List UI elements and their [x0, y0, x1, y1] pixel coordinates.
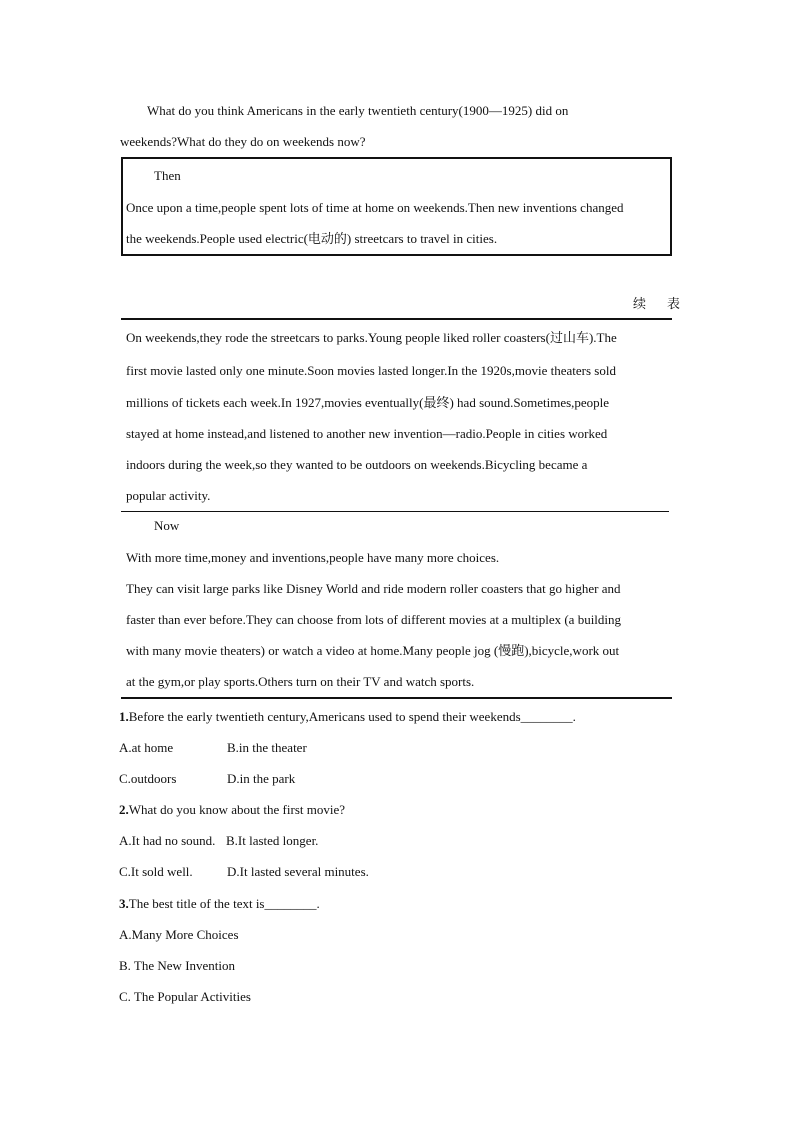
option-1a: A.at home [119, 740, 174, 755]
option-2c: C.It sold well. [119, 864, 193, 879]
then-line-2: the weekends.People used electric(电动的) streetcars to travel in cities. [126, 231, 498, 246]
intro-line-1: What do you think Americans in the early twentieth century(1900—1925) did on [147, 103, 569, 118]
question-2 [119, 802, 345, 818]
option-3a: A.Many More Choices [119, 927, 239, 942]
cont-line-2: first movie lasted only one minute.Soon movies lasted longer.In the 1920s,movie theaters sold [126, 363, 616, 378]
option-3b: B. The New Invention [119, 958, 236, 973]
cont-line-3: millions of tickets each week.In 1927,movies eventually(最终) had sound.Sometimes,people [126, 395, 610, 410]
option-2d: D.It lasted several minutes. [227, 864, 369, 879]
table-bottom-border [121, 697, 672, 699]
now-line-3: faster than ever before.They can choose from lots of different movies at a multiplex (a building [126, 612, 622, 627]
question-stem: The best title of the text is________. [128, 896, 320, 911]
option-1d: D.in the park [227, 771, 296, 786]
now-line-4: with many movie theaters) or watch a video at home.Many people jog (慢跑),bicycle,work out [126, 643, 620, 658]
question-1 [119, 709, 576, 725]
now-line-2: They can visit large parks like Disney World and ride modern roller coasters that go higher and [126, 581, 621, 596]
table-top-border [121, 318, 672, 320]
now-line-1: With more time,money and inventions,people have many more choices. [126, 550, 500, 565]
question-stem: Before the early twentieth century,Americans used to spend their weekends________. [128, 709, 576, 724]
cont-line-4: stayed at home instead,and listened to another new invention—radio.People in cities worked [126, 426, 608, 441]
cont-line-1: On weekends,they rode the streetcars to parks.Young people liked roller coasters(过山车).The [126, 330, 617, 345]
question-3 [119, 896, 320, 912]
question-number: 3. [119, 896, 129, 911]
then-line-1: Once upon a time,people spent lots of time at home on weekends.Then new inventions changed [126, 200, 624, 215]
cont-line-5: indoors during the week,so they wanted to be outdoors on weekends.Bicycling became a [126, 457, 588, 472]
intro-line-2: weekends?What do they do on weekends now? [120, 134, 366, 149]
continued-table-label: 续 表 [633, 296, 685, 311]
question-number: 2. [119, 802, 129, 817]
cont-line-6: popular activity. [126, 488, 211, 503]
option-2a: A.It had no sound. [119, 833, 216, 848]
then-heading: Then [154, 168, 181, 183]
now-line-5: at the gym,or play sports.Others turn on their TV and watch sports. [126, 674, 475, 689]
option-3c: C. The Popular Activities [119, 989, 251, 1004]
option-1c: C.outdoors [119, 771, 177, 786]
question-number: 1. [119, 709, 129, 724]
now-heading: Now [154, 518, 180, 533]
option-2b: B.It lasted longer. [226, 833, 319, 848]
option-1b: B.in the theater [227, 740, 307, 755]
table-row-divider [121, 511, 669, 512]
question-stem: What do you know about the first movie? [128, 802, 346, 817]
